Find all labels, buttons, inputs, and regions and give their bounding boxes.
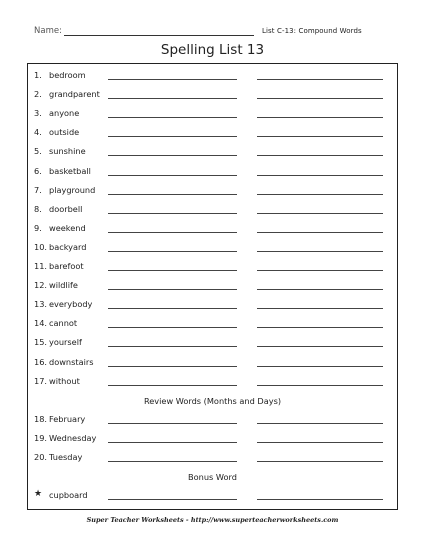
word-row xyxy=(28,296,397,310)
word-number: 1. xyxy=(34,70,42,80)
word-number: 17. xyxy=(34,375,48,386)
word-row xyxy=(28,354,397,368)
practice-line-2[interactable] xyxy=(257,194,383,195)
word-row xyxy=(28,277,397,291)
spelling-word: everybody xyxy=(49,299,93,310)
practice-line-2[interactable] xyxy=(257,79,383,80)
practice-line-1[interactable] xyxy=(108,117,237,118)
word-number: 5. xyxy=(34,146,42,157)
practice-line-2[interactable] xyxy=(257,346,383,347)
practice-line-1[interactable] xyxy=(108,289,237,290)
bonus-word-heading: Bonus Word xyxy=(188,472,237,483)
practice-line-2[interactable] xyxy=(257,232,383,233)
word-row xyxy=(28,258,397,272)
spelling-word: backyard xyxy=(49,241,87,252)
word-row xyxy=(28,143,397,157)
spelling-word: Wednesday xyxy=(49,432,97,443)
word-number: 4. xyxy=(34,127,42,138)
spelling-list-frame xyxy=(27,63,398,510)
practice-line-2[interactable] xyxy=(257,327,383,328)
word-number: 3. xyxy=(34,108,42,119)
practice-line-1[interactable] xyxy=(108,308,237,309)
practice-line-1[interactable] xyxy=(108,98,237,99)
name-line xyxy=(64,35,254,36)
practice-line-1[interactable] xyxy=(108,385,237,386)
word-row xyxy=(28,86,397,100)
header xyxy=(34,25,394,39)
word-number: 2. xyxy=(34,89,42,100)
practice-line-2[interactable] xyxy=(257,289,383,290)
spelling-word: weekend xyxy=(49,222,86,233)
spelling-word: doorbell xyxy=(49,203,83,214)
word-number: 18. xyxy=(34,413,48,424)
spelling-word: sunshine xyxy=(49,146,86,157)
practice-line-2[interactable] xyxy=(257,270,383,271)
practice-line-1[interactable] xyxy=(108,136,237,137)
word-number: 15. xyxy=(34,337,48,348)
word-row xyxy=(28,334,397,348)
bonus-word-row xyxy=(28,487,397,501)
word-number: 13. xyxy=(34,299,48,310)
practice-line-1[interactable] xyxy=(108,251,237,252)
word-number: 10. xyxy=(34,241,48,252)
word-row xyxy=(28,220,397,234)
spelling-word: cupboard xyxy=(49,490,88,501)
practice-line-1[interactable] xyxy=(108,327,237,328)
word-row xyxy=(28,411,397,425)
word-row xyxy=(28,449,397,463)
practice-line-2[interactable] xyxy=(257,385,383,386)
practice-line-2[interactable] xyxy=(257,155,383,156)
word-row xyxy=(28,182,397,196)
word-number: 7. xyxy=(34,184,42,195)
word-number: 14. xyxy=(34,318,48,329)
page-title: Spelling List 13 xyxy=(160,42,265,58)
spelling-word: grandparent xyxy=(49,89,100,100)
practice-line-2[interactable] xyxy=(257,117,383,118)
practice-line-2[interactable] xyxy=(257,461,383,462)
name-label: Name: xyxy=(34,26,62,36)
word-row xyxy=(28,373,397,387)
spelling-word: cannot xyxy=(49,318,78,329)
word-row xyxy=(28,124,397,138)
star-icon: ★ xyxy=(34,489,43,500)
spelling-word: without xyxy=(49,375,80,386)
practice-line-1[interactable] xyxy=(108,79,237,80)
spelling-word: basketball xyxy=(49,165,91,176)
word-row xyxy=(28,67,397,81)
word-number: 6. xyxy=(34,165,42,176)
practice-line-2[interactable] xyxy=(257,499,383,500)
practice-line-1[interactable] xyxy=(108,270,237,271)
word-row xyxy=(28,315,397,329)
spelling-word: yourself xyxy=(49,337,82,348)
practice-line-1[interactable] xyxy=(108,461,237,462)
practice-line-1[interactable] xyxy=(108,213,237,214)
review-words-heading: Review Words (Months and Days) xyxy=(143,395,282,406)
word-number: 8. xyxy=(34,203,42,214)
practice-line-1[interactable] xyxy=(108,499,237,500)
spelling-word: anyone xyxy=(49,108,80,119)
practice-line-2[interactable] xyxy=(257,251,383,252)
practice-line-1[interactable] xyxy=(108,442,237,443)
spelling-word: downstairs xyxy=(49,356,94,367)
word-row xyxy=(28,239,397,253)
practice-line-2[interactable] xyxy=(257,366,383,367)
practice-line-1[interactable] xyxy=(108,346,237,347)
practice-line-2[interactable] xyxy=(257,98,383,99)
spelling-word: Tuesday xyxy=(49,452,83,462)
list-code: List C-13: Compound Words xyxy=(262,27,362,35)
practice-line-2[interactable] xyxy=(257,175,383,176)
word-row xyxy=(28,163,397,177)
spelling-word: outside xyxy=(49,127,80,138)
practice-line-1[interactable] xyxy=(108,155,237,156)
spelling-word: barefoot xyxy=(49,261,84,271)
word-number: 19. xyxy=(34,432,48,443)
footer: Super Teacher Worksheets - http://www.superteacherworksheets.com xyxy=(86,516,339,524)
word-number: 12. xyxy=(34,280,48,291)
word-number: 9. xyxy=(34,222,42,233)
word-row xyxy=(28,201,397,215)
spelling-word: playground xyxy=(49,184,96,195)
word-number: 11. xyxy=(34,261,48,271)
practice-line-1[interactable] xyxy=(108,366,237,367)
practice-line-2[interactable] xyxy=(257,442,383,443)
word-row xyxy=(28,430,397,444)
practice-line-1[interactable] xyxy=(108,232,237,233)
spelling-word: February xyxy=(49,413,86,424)
practice-line-2[interactable] xyxy=(257,213,383,214)
practice-line-1[interactable] xyxy=(108,423,237,424)
spelling-word: wildlife xyxy=(49,280,78,291)
word-number: 16. xyxy=(34,356,48,367)
practice-line-1[interactable] xyxy=(108,175,237,176)
word-row xyxy=(28,105,397,119)
practice-line-2[interactable] xyxy=(257,136,383,137)
spelling-word: bedroom xyxy=(49,70,86,80)
practice-line-2[interactable] xyxy=(257,308,383,309)
practice-line-1[interactable] xyxy=(108,194,237,195)
practice-line-2[interactable] xyxy=(257,423,383,424)
word-number: 20. xyxy=(34,452,48,462)
